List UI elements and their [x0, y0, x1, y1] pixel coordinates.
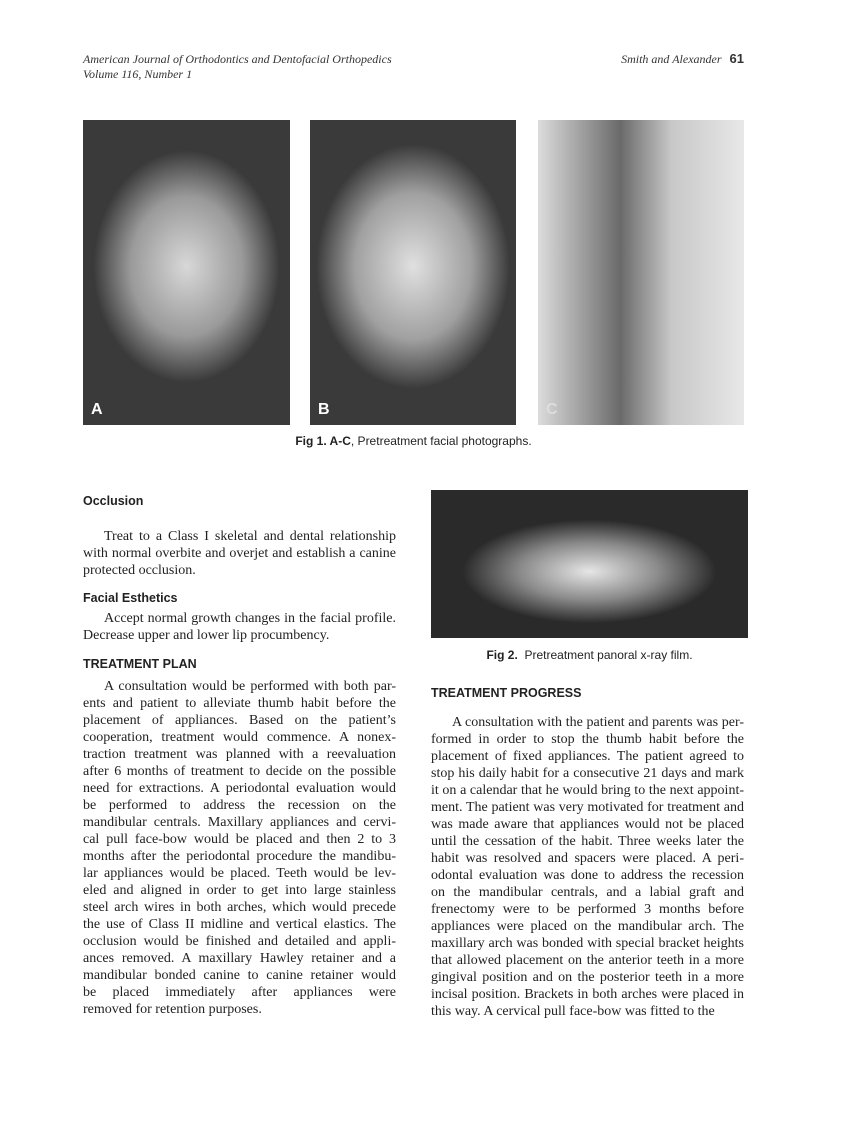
- text-line: after 6 months of treatment to decide on the possible: [83, 764, 396, 779]
- text-line: steel arch wires in both arches, which would precede: [83, 900, 396, 915]
- heading-treatment-progress: TREATMENT PROGRESS: [431, 686, 582, 700]
- heading-facial-esthetics: Facial Esthetics: [83, 591, 178, 605]
- text-line: Treat to a Class I skeletal and dental relationship: [104, 529, 396, 544]
- panoramic-xray: [431, 490, 748, 638]
- text-line: incisal position. Brackets in both arches were placed in: [431, 987, 744, 1002]
- text-line: removed for retention purposes.: [83, 1002, 262, 1017]
- text-line: ment. The patient was very motivated for treatment and: [431, 800, 744, 815]
- text-line: be placed immediately after appliances were: [83, 985, 396, 1000]
- text-line: the use of Class II midline and vertical elastics. The: [83, 917, 396, 932]
- text-line: ents and patient to alleviate thumb habit before the: [83, 696, 396, 711]
- heading-treatment-plan: TREATMENT PLAN: [83, 657, 197, 671]
- text-line: Accept normal growth changes in the facial profile.: [104, 611, 396, 626]
- photo-label: A: [91, 401, 103, 418]
- heading-occlusion: Occlusion: [83, 494, 144, 508]
- text-line: protected occlusion.: [83, 563, 196, 578]
- text-line: traction treatment was planned with a reevaluation: [83, 747, 396, 762]
- authors: Smith and Alexander: [621, 52, 722, 66]
- fig2-text: Pretreatment panoral x-ray film.: [524, 648, 693, 662]
- text-line: be performed to address the recession on the: [83, 798, 396, 813]
- text-line: until the cessation of the habit. Three weeks later the: [431, 834, 744, 849]
- fig1-label: Fig 1. A-C: [295, 434, 351, 448]
- photo-smiling: [310, 120, 516, 425]
- journal-title: American Journal of Orthodontics and Dentofacial Orthopedics: [83, 52, 392, 66]
- text-line: maxillary arch was bonded with special bracket heights: [431, 936, 744, 951]
- running-header-right: [621, 51, 744, 67]
- text-line: need for extractions. A periodontal evaluation would: [83, 781, 396, 796]
- text-line: on the mandibular centrals, and a labial graft and: [431, 885, 744, 900]
- text-line: habit was resolved and spacers were placed. A peri-: [431, 851, 744, 866]
- text-line: this way. A cervical pull face-bow was fitted to the: [431, 1004, 715, 1019]
- left-column: [83, 493, 396, 1018]
- fig2-caption: [431, 648, 748, 662]
- text-line: cooperation, treatment would commence. A nonex-: [83, 730, 396, 745]
- plan-paragraph: [83, 678, 396, 1018]
- text-line: with normal overbite and overjet and establish a canine: [83, 546, 396, 561]
- page-number: 61: [729, 51, 744, 66]
- text-line: ances removed. A maxillary Hawley retainer and a: [83, 951, 396, 966]
- text-line: mandibular centrals. Maxillary appliances and cervi-: [83, 815, 396, 830]
- fig1-text: , Pretreatment facial photographs.: [350, 434, 532, 448]
- text-line: that allowed placement on the anterior teeth in a more: [431, 953, 744, 968]
- text-line: mandibular bonded canine to canine retainer would: [83, 968, 396, 983]
- facial-paragraph: [83, 610, 396, 644]
- text-line: stop his daily habit for a consecutive 21 days and mark: [431, 766, 744, 781]
- text-line: formed in order to stop the thumb habit before the: [431, 732, 744, 747]
- text-line: A consultation with the patient and parents was per-: [452, 715, 744, 730]
- text-line: cal pull face-bow would be placed and then 2 to 3: [83, 832, 396, 847]
- photo-label: C: [546, 401, 558, 418]
- text-line: Decrease upper and lower lip procumbency.: [83, 628, 330, 643]
- photo-frontal: [83, 120, 290, 425]
- progress-paragraph: [431, 714, 744, 1020]
- fig2-label: Fig 2.: [486, 648, 518, 662]
- text-line: frenectomy were to be performed 3 months before: [431, 902, 744, 917]
- running-header: [83, 52, 392, 82]
- text-line: odontal evaluation was done to address the recession: [431, 868, 744, 883]
- text-line: gingival position and on the posterior teeth in a more: [431, 970, 744, 985]
- occlusion-paragraph: [83, 528, 396, 579]
- fig1-caption: [83, 434, 744, 448]
- photo-label: B: [318, 401, 330, 418]
- text-line: A consultation would be performed with both par-: [104, 679, 396, 694]
- text-line: lar appliances would be placed. Teeth would be lev-: [83, 866, 396, 881]
- text-line: placement of appliances. Based on the patient’s: [83, 713, 396, 728]
- journal-volume: Volume 116, Number 1: [83, 67, 193, 81]
- photo-profile: [538, 120, 744, 425]
- text-line: it on a calendar that he would bring to the next appoint-: [431, 783, 744, 798]
- text-line: was made aware that appliances would not be placed: [431, 817, 744, 832]
- right-column: [431, 685, 744, 1020]
- text-line: eled and aligned in order to get into large stainless: [83, 883, 396, 898]
- text-line: occlusion would be finished and detailed and appli-: [83, 934, 396, 949]
- text-line: appliances were placed on the mandibular arch. The: [431, 919, 744, 934]
- text-line: placement of fixed appliances. The patient agreed to: [431, 749, 744, 764]
- text-line: months after the periodontal procedure the mandibu-: [83, 849, 396, 864]
